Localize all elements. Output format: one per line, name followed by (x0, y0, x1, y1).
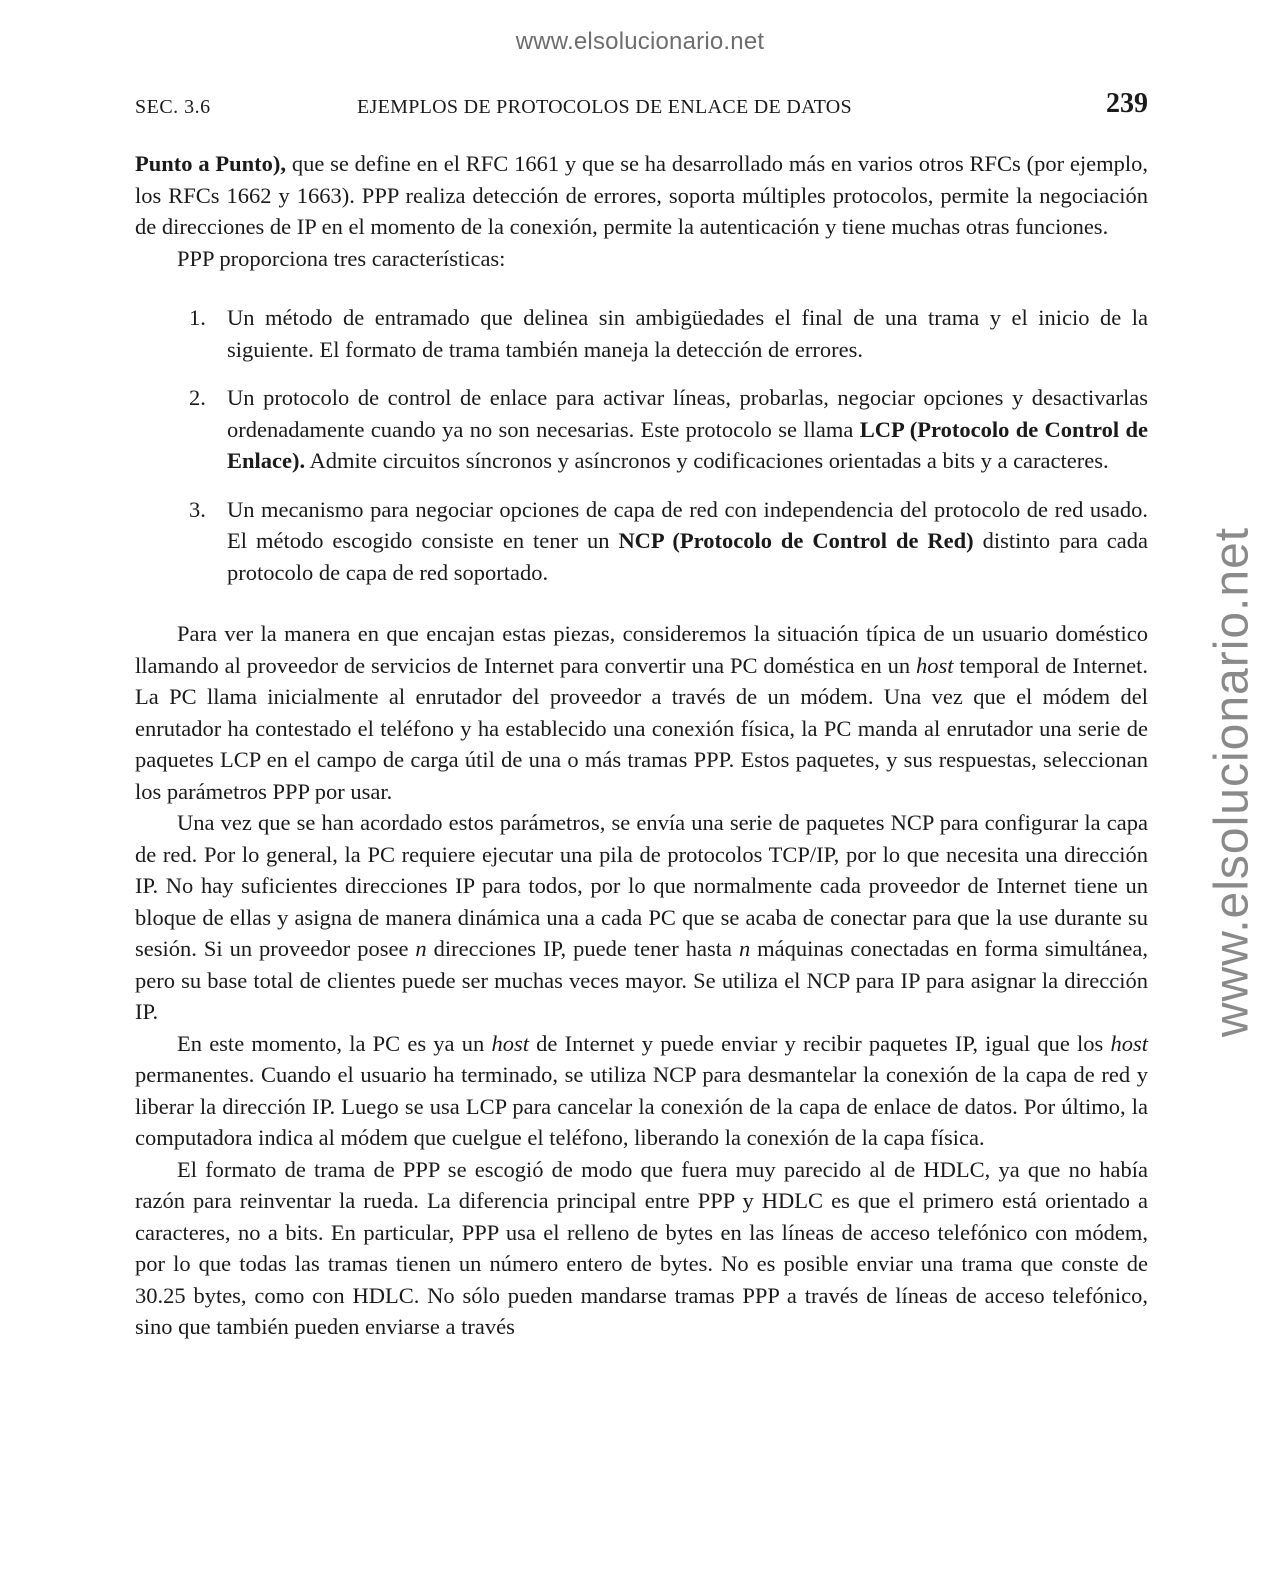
paragraph-text: En este momento, la PC es ya un (177, 1030, 492, 1056)
page-body (135, 148, 1148, 1343)
paragraph-text: direcciones IP, puede tener hasta (426, 936, 739, 961)
intro-bold-lead: Punto a Punto), (135, 151, 287, 176)
body-paragraph-2 (135, 807, 1148, 1028)
page-number: 239 (1106, 88, 1148, 119)
list-item-bold-term: LCP (Protocolo de Control de Enlace). (227, 416, 1148, 473)
list-item-text: Un método de entramado que delinea sin ambigüedades el final de una trama y el inicio de la siguiente. El formato de trama también maneja la detección de errores. (227, 305, 1148, 362)
italic-term: host (491, 1030, 529, 1056)
watermark-side: www.elsolucionario.net (1205, 526, 1259, 1038)
watermark-top: www.elsolucionario.net (515, 28, 765, 55)
running-head (135, 88, 1148, 122)
paragraph-text: Para ver la manera en que encajan estas piezas, consideremos la situación típica de un usuario doméstico llamando al proveedor de servicios de Internet para convertir una PC doméstica en un (135, 621, 1148, 678)
italic-term: n (738, 936, 751, 961)
paragraph-text: permanentes. Cuando el usuario ha terminado, se utiliza NCP para desmantelar la conexión de la capa de red y liberar la dirección IP. Luego se usa LCP para cancelar la conexión de la capa de enlace de datos. Por último, la computadora indica al módem que cuelgue el teléfono, liberando la conexión de la capa física. (135, 1062, 1148, 1150)
list-item-text: Un protocolo de control de enlace para activar líneas, probarlas, negociar opciones y desactivarlas ordenadamente cuando ya no son necesarias. Este protocolo se llama (227, 385, 1148, 442)
paragraph-text: temporal de Internet. La PC llama inicialmente al enrutador del proveedor a través de un módem. Una vez que el módem del enrutador ha contestado el teléfono y ha establecido una conexión física, la PC manda al enrutador una serie de paquetes LCP en el campo de carga útil de una o más tramas PPP. Estos paquetes, y sus respuestas, seleccionan los parámetros PPP por usar. (135, 652, 1148, 804)
body-paragraph-4: El formato de trama de PPP se escogió de modo que fuera muy parecido al de HDLC, ya que no había razón para reinventar la rueda. La diferencia principal entre PPP y HDLC es que el primero está orientado a caracteres, no a bits. En particular, PPP usa el relleno de bytes en las líneas de acceso telefónico con módem, por lo que todas las tramas tienen un número entero de bytes. No es posible enviar una trama que conste de 30.25 bytes, como con HDLC. No sólo pueden mandarse tramas PPP a través de líneas de acceso telefónico, sino que también pueden enviarse a través (135, 1156, 1148, 1339)
italic-term: host (1110, 1030, 1149, 1056)
features-intro: PPP proporciona tres características: (177, 245, 506, 271)
features-list (135, 302, 1148, 588)
list-item-text: Admite circuitos síncronos y asíncronos y codificaciones orientadas a bits y a caracteres. (305, 448, 1109, 473)
list-item (135, 382, 1148, 477)
list-item-number: 1. (189, 305, 206, 330)
section-number: SEC. 3.6 (135, 96, 211, 118)
paragraph-text: Una vez que se han acordado estos parámetros, se envía una serie de paquetes NCP para configurar la capa de red. Por lo general, la PC requiere ejecutar una pila de protocolos TCP/IP, por lo que necesita una dirección IP. No hay suficientes direcciones IP para todos, por lo que normalmente cada proveedor de Internet tiene un bloque de ellas y asigna de manera dinámica una a cada PC que se acaba de conectar para que la use durante su sesión. Si un proveedor posee (135, 810, 1148, 961)
list-item (135, 302, 1148, 365)
paragraph-text: de Internet y puede enviar y recibir paquetes IP, igual que los (528, 1030, 1111, 1056)
intro-text: que se define en el RFC 1661 y que se ha desarrollado más en varios otros RFCs (por ejemplo, los RFCs 1662 y 1663). PPP realiza detección de errores, soporta múltiples protocolos, permite la negociación de direcciones de IP en el momento de la conexión, permite la autenticación y tiene muchas otras funciones. (135, 151, 1148, 239)
intro-paragraph (135, 148, 1148, 243)
body-paragraph-3 (135, 1028, 1148, 1154)
list-item-text: Un mecanismo para negociar opciones de capa de red con independencia del protocolo de red usado. El método escogido consiste en tener un (227, 496, 1148, 553)
list-item (135, 494, 1148, 589)
italic-term: n (415, 936, 427, 961)
paragraph-text: máquinas conectadas en forma simultánea, pero su base total de clientes puede ser muchas veces mayor. Se utiliza el NCP para IP para asignar la dirección IP. (135, 936, 1148, 1024)
list-item-text: distinto para cada protocolo de capa de red soportado. (227, 528, 1148, 585)
italic-term: host (916, 652, 954, 678)
body-paragraph-1 (135, 618, 1148, 807)
list-item-number: 2. (189, 385, 206, 410)
list-item-number: 3. (189, 496, 206, 522)
chapter-section-title: EJEMPLOS DE PROTOCOLOS DE ENLACE DE DATOS (357, 96, 852, 118)
list-item-bold-term: NCP (Protocolo de Control de Red) (618, 528, 974, 553)
